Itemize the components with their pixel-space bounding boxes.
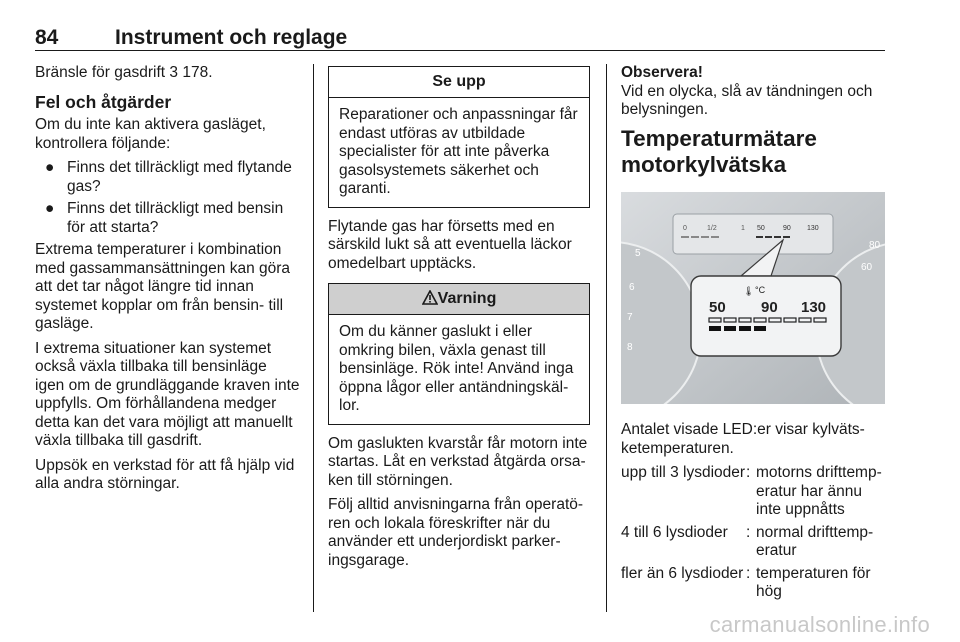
spec-description: normal drifttemperatur — [756, 523, 874, 559]
warning-header — [329, 284, 589, 315]
section-heading: Temperaturmätare motorkylvätska — [621, 125, 817, 177]
section-heading: Fel och åtgärder — [35, 91, 172, 112]
dial-number: 80 — [869, 239, 881, 251]
warning-triangle-icon — [422, 290, 438, 305]
bullet-dot-icon: ● — [45, 200, 55, 217]
paragraph: Uppsök en verkstad för att få hjälp vid alla andra störningar. — [35, 456, 295, 492]
bullet-dot-icon: ● — [45, 159, 55, 176]
dial-number: 7 — [627, 311, 633, 323]
page-number: 84 — [35, 26, 59, 49]
chapter-title: Instrument och reglage — [115, 26, 348, 49]
zoom-scale-label: 130 — [801, 298, 827, 316]
coolant-temperature-gauge-figure — [621, 192, 885, 404]
warning-title: Varning — [437, 290, 497, 307]
bullet-item: ● Finns det tillräckligt med flytande gas? — [45, 159, 292, 195]
spec-separator: : — [746, 464, 751, 481]
note-title: Observera! — [621, 64, 703, 81]
spec-term: upp till 3 lysdioder — [621, 464, 746, 481]
zoom-scale-label: 50 — [709, 298, 726, 316]
scale-label: 90 — [783, 224, 791, 232]
dial-number: 5 — [635, 247, 641, 259]
thermometer-icon: 🌡 — [743, 285, 755, 296]
paragraph: Extrema temperaturer i kombination med gassammansättningen kan göra att det tar något längre tid innan systemet kopplar om från bensin- till gasläge. — [35, 241, 291, 332]
caution-title: Se upp — [329, 67, 589, 98]
paragraph: Följ alltid anvisningarna från operatören och lokala föreskrifter när du använder ett underjordiskt parkeringsgarage. — [328, 496, 584, 569]
scale-label: 0 — [683, 224, 687, 232]
paragraph: Om gaslukten kvarstår får motorn inte startas. Låt en verkstad åtgärda orsaken till störningen. — [328, 434, 588, 489]
paragraph: Om du inte kan aktivera gasläget, kontrollera följande: — [35, 116, 266, 152]
caution-box — [328, 66, 590, 208]
paragraph: Flytande gas har försetts med en särskild lukt så att eventuella läckor omedelbart upptäcks. — [328, 217, 572, 272]
intro-text: Bränsle för gasdrift 3 178. — [35, 64, 213, 81]
scale-label: 50 — [757, 224, 765, 232]
zoom-scale-label: 90 — [761, 298, 778, 316]
note — [621, 64, 886, 120]
dial-number: 6 — [629, 281, 635, 293]
column-divider-1 — [313, 64, 314, 612]
spec-separator: : — [746, 523, 751, 541]
column-3 — [621, 64, 886, 606]
dial-number: 8 — [627, 341, 633, 353]
spec-description: motorns drifttemperatur har ännu inte uppnåtts — [756, 464, 882, 518]
note-text: Vid en olycka, slå av tändningen och belysningen. — [621, 82, 873, 118]
warning-box — [328, 283, 590, 425]
column-1 — [35, 64, 300, 500]
scale-label: 1 — [741, 224, 745, 232]
column-2 — [328, 64, 590, 576]
scale-label: 1/2 — [707, 224, 717, 232]
figure-caption: Antalet visade LED:er visar kylvätsketemperaturen. — [621, 421, 865, 457]
warning-text: Om du känner gaslukt i eller omkring bilen, växla genast till bensinläge. Rök inte! Använd inga öppna lågor eller antändningskällor. — [339, 323, 574, 414]
spec-description: temperaturen för hög — [756, 564, 871, 600]
column-divider-2 — [606, 64, 607, 612]
paragraph: I extrema situationer kan systemet också växla tillbaka till bensinläge igen om de grundläggande kraven inte uppfylls. Om förhållandena medger detta kan det vara möjligt att manuellt växla tillbaka till gasdrift. — [35, 339, 300, 449]
bullet-item: ● Finns det tillräckligt med bensin för att starta? — [45, 200, 284, 236]
watermark: carmanualsonline.info — [709, 612, 930, 637]
top-display — [673, 214, 833, 254]
unit-label: °C — [755, 284, 766, 295]
spec-term: 4 till 6 lysdioder — [621, 523, 728, 541]
zoom-display — [691, 276, 841, 356]
spec-separator: : — [746, 564, 751, 582]
spec-term: fler än 6 lysdioder — [621, 564, 744, 582]
led-spec-table — [621, 464, 886, 606]
scale-label: 130 — [807, 224, 819, 232]
page-reference-link[interactable]: 3 178. — [169, 64, 213, 81]
page-header — [35, 26, 885, 51]
dial-number: 60 — [861, 261, 873, 273]
caution-text: Reparationer och anpassningar får endast utföras av utbildade specialister för att inte påverka gasolsystemets säkerhet och garanti. — [339, 106, 578, 197]
